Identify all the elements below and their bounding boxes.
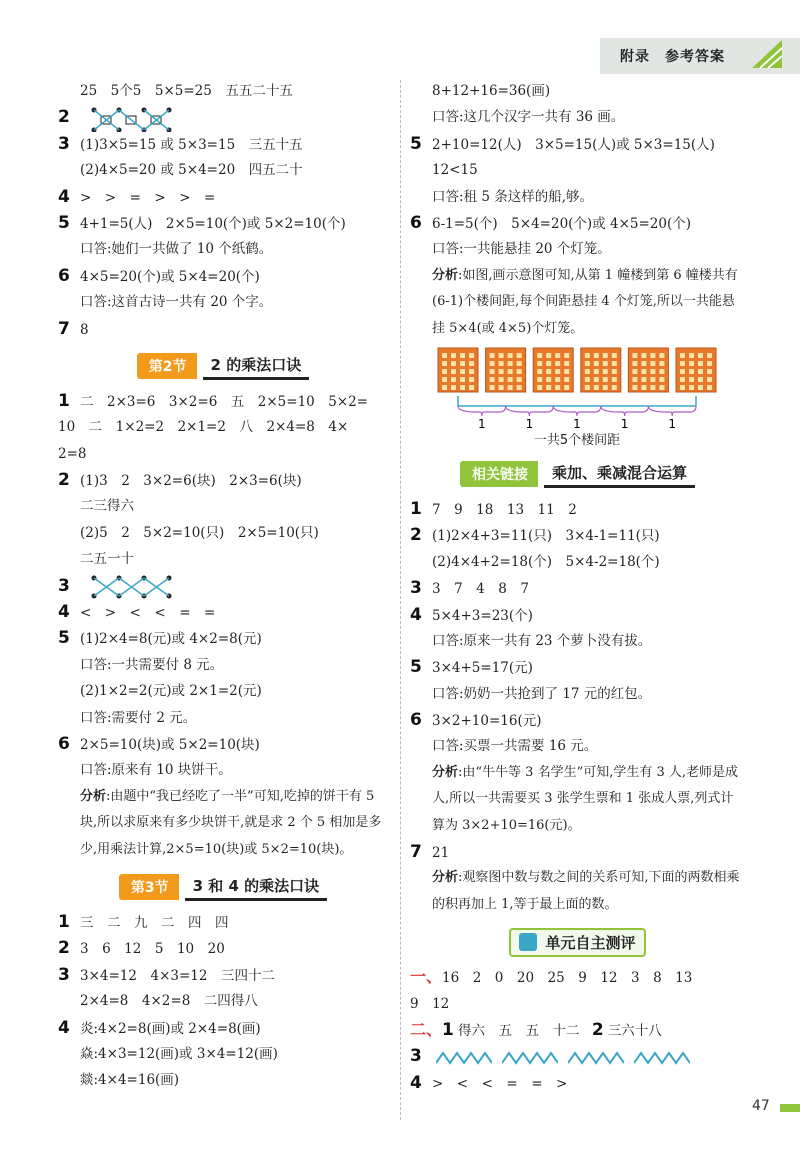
s3-question-1: 1 三 二 九 二 四 四 xyxy=(58,911,229,932)
answer-line: 燚:4×4=16(画) xyxy=(80,1072,180,1089)
question-4: 4 > > = > > = xyxy=(58,186,216,207)
corner-logo-icon xyxy=(748,36,788,72)
gap-label: 1 xyxy=(525,416,534,431)
analysis-paragraph: 分析:由题中“我已经吃了一半”可知,吃掉的饼干有 5 块,所以求原来有多少块饼干,就是求 2 个 5 相加是多少,用乘法计算,2×5=10(块)或 5×2=10(块)。 xyxy=(80,788,382,857)
building-icon xyxy=(438,348,478,392)
answer-line: (2)1×2=2(元)或 2×1=2(元) xyxy=(80,683,262,700)
section-title: 3 和 4 的乘法口诀 xyxy=(185,873,328,901)
question-7: 7 8 xyxy=(58,318,89,339)
link-question-1: 1 7 9 18 13 11 2 xyxy=(410,498,577,519)
column-divider xyxy=(400,80,401,1120)
gap-brace xyxy=(506,406,554,416)
answer-line: 2×4=8 4×2=8 二四得八 xyxy=(80,993,258,1010)
answer-line: 9 12 xyxy=(410,995,450,1012)
link-question-6: 6 3×2+10=16(元) xyxy=(410,710,542,731)
zigzag-patterns xyxy=(436,1051,690,1065)
answer-line: 口答:一共需要付 8 元。 xyxy=(80,656,224,673)
section-badge: 第2节 xyxy=(137,353,197,379)
gap-brace xyxy=(553,406,601,416)
answer-line: (2)4×5=20 或 5×4=20 四五二十 xyxy=(80,162,303,179)
building-icon xyxy=(533,348,573,392)
unit-title-box xyxy=(509,928,645,957)
page-number: 47 xyxy=(752,1098,770,1114)
building-diagram xyxy=(410,342,745,450)
analysis-paragraph: 分析:如图,画示意图可知,从第 1 幢楼到第 6 幢楼共有(6-1)个楼间距,每个间距悬挂 4 个灯笼,所以一共能悬挂 5×4(或 4×5)个灯笼。 xyxy=(432,267,738,336)
answer-line: 口答:原来一共有 23 个萝卜没有拔。 xyxy=(432,632,652,649)
answer-line: 8+12+16=36(画) xyxy=(432,83,551,99)
chart-icon xyxy=(519,933,537,951)
link-question-5: 5 3×4+5=17(元) xyxy=(410,657,533,678)
s2-question-4: 4 < > < < = = xyxy=(58,602,216,623)
s3-question-4: 4 炎:4×2=8(画)或 2×4=8(画) xyxy=(58,1017,261,1038)
s2-question-5: 5 (1)2×4=8(元)或 4×2=8(元) xyxy=(58,628,262,649)
unit-question-3: 3 xyxy=(410,1043,745,1069)
s2-question-3: 3 xyxy=(58,573,388,599)
answer-line: 口答:原来有 10 块饼干。 xyxy=(80,762,232,779)
link-question-2: 2 (1)2×4+3=11(只) 3×4-1=11(只) xyxy=(410,525,660,546)
building-icon xyxy=(676,348,716,392)
gap-brace xyxy=(601,406,649,416)
question-6: 6 4×5=20(个)或 5×4=20(个) xyxy=(58,265,260,286)
unit-test-heading xyxy=(410,924,745,960)
section-2-heading xyxy=(58,348,388,384)
question-5: 5 4+1=5(人) 2×5=10(个)或 5×2=10(个) xyxy=(58,212,346,233)
link-question-3: 3 3 7 4 8 7 xyxy=(410,578,529,599)
link-question-7: 7 21 xyxy=(410,842,450,863)
question-3: 3 (1)3×5=15 或 5×3=15 三五十五 xyxy=(58,133,303,154)
gap-label: 1 xyxy=(477,416,486,431)
answer-line: 口答:需要付 2 元。 xyxy=(80,709,197,726)
zigzag-pattern xyxy=(568,1051,624,1065)
answer-line: 口答:她们一共做了 10 个纸鹤。 xyxy=(80,241,273,258)
answer-line: 2=8 xyxy=(58,445,87,462)
unit-part-2: 二、1 得六 五 五 十二 2 三六十八 xyxy=(410,1020,662,1041)
section-badge: 相关链接 xyxy=(460,461,538,487)
analysis-paragraph: 分析:由“牛牛等 3 名学生”可知,学生有 3 人,老师是成人,所以一共需要买 3 张学生票和 1 张成人票,列式计算为 3×2+10=16(元)。 xyxy=(432,764,739,833)
s2-question-6: 6 2×5=10(块)或 5×2=10(块) xyxy=(58,733,260,754)
section-badge: 第3节 xyxy=(119,874,179,900)
answer-line: 口答:奶奶一共抢到了 17 元的红包。 xyxy=(432,685,652,702)
unit-question-4: 4 > < < = = > xyxy=(410,1072,568,1093)
gap-label: 1 xyxy=(668,416,677,431)
section-3-heading xyxy=(58,869,388,905)
answer-line: 二三得六 xyxy=(80,498,134,515)
unit-part-1: 一、16 2 0 20 25 9 12 3 8 13 xyxy=(410,967,693,987)
building-icon xyxy=(581,348,621,392)
s3-question-3: 3 3×4=12 4×3=12 三四十二 xyxy=(58,964,275,985)
zigzag-pattern xyxy=(502,1051,558,1065)
related-link-heading xyxy=(410,456,745,492)
page-number-bar xyxy=(780,1104,800,1112)
zigzag-pattern xyxy=(436,1051,492,1065)
answer-line: 口答:租 5 条这样的船,够。 xyxy=(432,188,594,205)
zigzag-pattern xyxy=(634,1051,690,1065)
gap-brace xyxy=(458,406,506,416)
s2-question-2: 2 (1)3 2 3×2=6(块) 2×3=6(块) xyxy=(58,470,302,491)
header-title: 附录 参考答案 xyxy=(620,49,725,65)
building-icon xyxy=(486,348,526,392)
buildings-svg xyxy=(420,344,720,452)
question-5: 5 2+10=12(人) 3×5=15(人)或 5×3=15(人) xyxy=(410,133,715,154)
answer-line: 焱:4×3=12(画)或 3×4=12(画) xyxy=(80,1045,278,1062)
answer-line: 口答:买票一共需要 16 元。 xyxy=(432,738,598,755)
answer-line: 口答:这首古诗一共有 20 个字。 xyxy=(80,294,273,311)
s3-question-2: 2 3 6 12 5 10 20 xyxy=(58,938,225,959)
answer-line: 二五一十 xyxy=(80,551,134,568)
gap-brace xyxy=(648,406,696,416)
answer-line: 25 5个5 5×5=25 五五二十五 xyxy=(80,83,293,99)
answer-line: 10 二 1×2=2 2×1=2 八 2×4=8 4× xyxy=(58,419,349,436)
section-title: 2 的乘法口诀 xyxy=(203,352,310,380)
matching-diagram xyxy=(84,574,194,600)
answer-line: 12<15 xyxy=(432,162,478,179)
matching-diagram xyxy=(84,106,194,132)
unit-title: 单元自主测评 xyxy=(545,933,636,952)
left-column xyxy=(58,78,388,1094)
answer-line: 口答:一共能悬挂 20 个灯笼。 xyxy=(432,241,611,258)
gap-label: 1 xyxy=(620,416,629,431)
right-column xyxy=(410,78,745,1096)
s2-question-1: 1 二 2×3=6 3×2=6 五 2×5=10 5×2= xyxy=(58,390,369,411)
analysis-paragraph: 分析:观察图中数与数之间的关系可知,下面的两数相乘的积再加上 1,等于最上面的数。 xyxy=(432,870,740,912)
link-question-4: 4 5×4+3=23(个) xyxy=(410,604,533,625)
diagram-caption: 一共5个楼间距 xyxy=(533,432,621,448)
answer-line: 口答:这几个汉字一共有 36 画。 xyxy=(432,109,625,126)
answer-line: (2)4×4+2=18(个) 5×4-2=18(个) xyxy=(432,553,660,570)
gap-label: 1 xyxy=(573,416,581,431)
answer-line: (2)5 2 5×2=10(只) 2×5=10(只) xyxy=(80,524,319,541)
section-title: 乘加、乘减混合运算 xyxy=(544,460,695,488)
question-6: 6 6-1=5(个) 5×4=20(个)或 4×5=20(个) xyxy=(410,212,691,233)
question-2: 2 xyxy=(58,104,388,130)
building-icon xyxy=(628,348,668,392)
